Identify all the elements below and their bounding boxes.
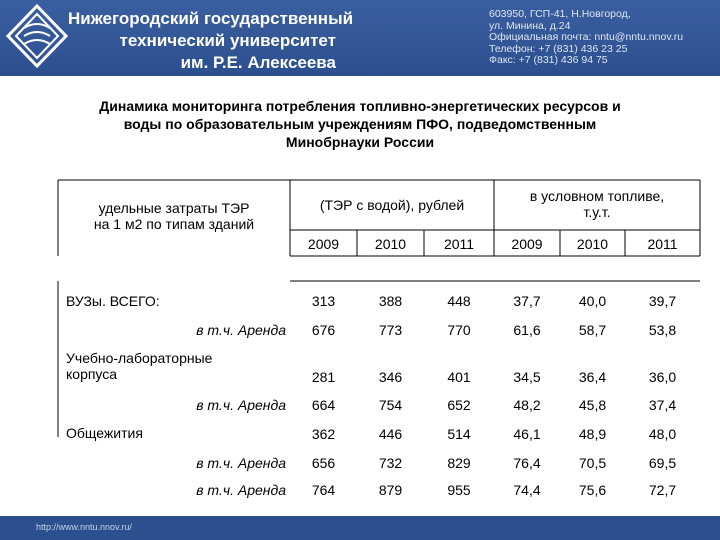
row-label-universities-total: ВУЗы. ВСЕГО: (66, 293, 160, 309)
row-label-lab-buildings-line-1: Учебно-лабораторные (66, 350, 213, 366)
table-cell: 676 (311, 322, 336, 338)
table-cell: 45,8 (578, 397, 607, 413)
table-cell: 281 (311, 369, 336, 385)
table-cell: 346 (378, 369, 403, 385)
table-cell: 61,6 (513, 322, 541, 338)
year-header: 2011 (647, 236, 678, 252)
column-group-rub: (ТЭР с водой), рублей (319, 197, 465, 213)
table-cell: 48,0 (648, 426, 677, 442)
year-header: 2010 (576, 236, 609, 252)
row-label-rent: в т.ч. Аренда (196, 397, 286, 413)
table-cell: 652 (447, 397, 471, 413)
contact-fax: Факс: +7 (831) 436 94 75 (489, 54, 608, 67)
row-label-rent: в т.ч. Аренда (196, 322, 286, 338)
corner-header-label (58, 200, 290, 232)
table-cell: 53,8 (648, 322, 677, 338)
row-label-rent: в т.ч. Аренда (196, 482, 286, 498)
table-cell: 664 (311, 397, 336, 413)
table-cell: 955 (447, 482, 471, 498)
table-cell: 773 (378, 322, 403, 338)
column-group-fuel-line-1: в условном топливе, (529, 188, 665, 204)
table-cell: 69,5 (648, 455, 677, 471)
table-cell: 656 (311, 455, 336, 471)
page-title-line-2: воды по образовательным учреждениям ПФО, подведомственным (123, 116, 597, 132)
table-cell: 72,7 (648, 482, 677, 498)
table-cell: 34,5 (513, 369, 541, 385)
footer-bar (0, 516, 720, 540)
table-cell: 754 (378, 397, 403, 413)
page-title-line-1: Динамика мониторинга потребления топливно-энергетических ресурсов и (99, 98, 621, 114)
year-header: 2009 (307, 236, 340, 252)
table-cell: 37,4 (648, 397, 677, 413)
column-group-fuel-line-2: т.у.т. (583, 204, 611, 220)
table-cell: 770 (447, 322, 471, 338)
table-cell: 446 (378, 426, 403, 442)
table-cell: 74,4 (513, 482, 541, 498)
table-cell: 362 (311, 426, 336, 442)
table-cell: 48,9 (578, 426, 607, 442)
table-cell: 448 (447, 293, 471, 309)
table-cell: 76,4 (513, 455, 541, 471)
table-cell: 879 (378, 482, 403, 498)
university-name-line-3: им. Р.Е. Алексеева (180, 53, 336, 72)
table-cell: 58,7 (578, 322, 607, 338)
table-cell: 46,1 (513, 426, 541, 442)
table-cell: 39,7 (648, 293, 677, 309)
contact-email: Официальная почта: nntu@nntu.nnov.ru (489, 31, 684, 44)
corner-header-line-1: удельные затраты ТЭР (98, 200, 250, 216)
table-cell: 37,7 (513, 293, 541, 309)
row-label-dormitories: Общежития (66, 425, 143, 441)
contact-address-line-1: 603950, ГСП-41, Н.Новгород, (489, 8, 631, 20)
footer-url-link[interactable]: http://www.nntu.nnov.ru/ (36, 522, 132, 532)
table-cell: 48,2 (513, 397, 541, 413)
table-cell: 75,6 (578, 482, 607, 498)
table-cell: 829 (447, 455, 471, 471)
table-cell: 401 (447, 369, 471, 385)
table-cell: 514 (447, 426, 471, 442)
contact-phone: Телефон: +7 (831) 436 23 25 (489, 42, 628, 55)
table-cell: 313 (311, 293, 336, 309)
table-cell: 732 (378, 455, 403, 471)
row-label-lab-buildings-line-2: корпуса (66, 366, 118, 382)
row-label-rent: в т.ч. Аренда (196, 455, 286, 471)
year-header: 2009 (511, 236, 543, 252)
corner-header-line-2: на 1 м2 по типам зданий (93, 216, 255, 232)
year-header: 2010 (374, 236, 407, 252)
table-cell: 36,0 (648, 369, 677, 385)
contact-address-line-2: ул. Минина, д.24 (489, 19, 571, 32)
year-header: 2011 (443, 236, 475, 252)
university-name-line-1: Нижегородский государственный (68, 9, 354, 28)
university-name-line-2: технический университет (119, 31, 336, 50)
table-cell: 70,5 (578, 455, 607, 471)
table-cell: 388 (378, 293, 403, 309)
column-group-fuel (494, 188, 700, 220)
table-cell: 40,0 (578, 293, 607, 309)
row-label-lab-buildings (66, 350, 212, 382)
table-cell: 36,4 (578, 369, 607, 385)
table-cell: 764 (311, 482, 336, 498)
page-title-line-3: Минобрнауки России (285, 134, 435, 150)
